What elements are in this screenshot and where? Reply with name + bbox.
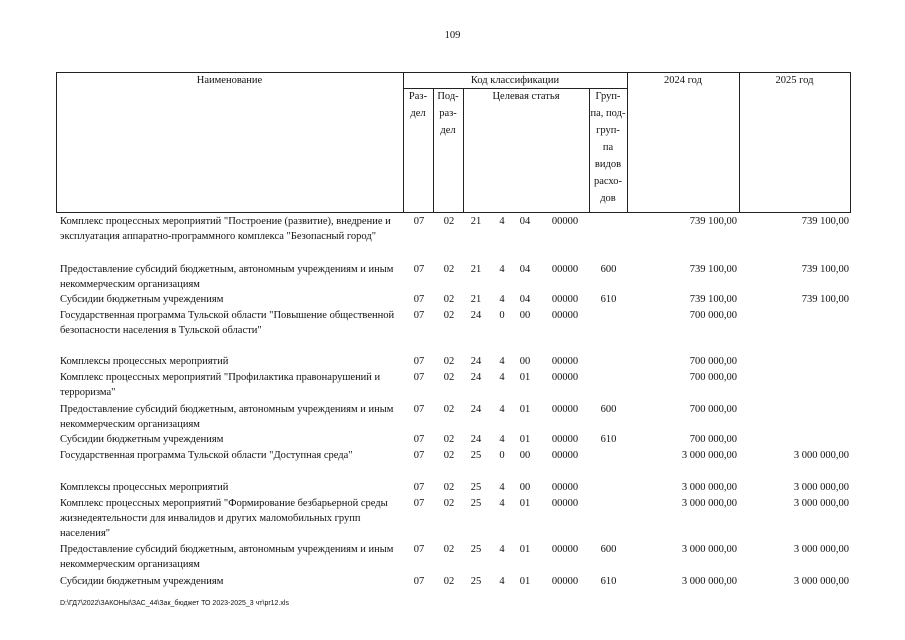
row-podrazdel: 02 xyxy=(443,356,455,367)
row-target-program: 24 xyxy=(470,404,482,415)
header-group: Груп- па, под- груп- па видов расхо- дов xyxy=(590,91,626,204)
row-target-type: 0 xyxy=(499,310,505,321)
header-podrazdel: Под- раз- дел xyxy=(437,91,459,136)
row-amount-2024: 3 000 000,00 xyxy=(681,450,737,461)
row-podrazdel: 02 xyxy=(443,434,455,445)
row-target-type: 4 xyxy=(499,356,505,367)
row-podrazdel: 02 xyxy=(443,576,455,587)
row-name: Предоставление субсидий бюджетным, автономным учреждениям и иным некоммерческим организациям xyxy=(60,404,394,430)
row-razdel: 07 xyxy=(413,372,425,383)
row-target-program: 25 xyxy=(470,576,482,587)
row-target-sub: 01 xyxy=(519,404,531,415)
row-razdel: 07 xyxy=(413,294,425,305)
file-path-footer: D:\ГД7\2022\ЗАКОНЫ\ЗАС_44\Зак_бюджет ТО 2023-2025_3 чт\pr12.xls xyxy=(60,600,289,607)
row-target-sub: 00 xyxy=(519,356,531,367)
row-target-sub: 00 xyxy=(519,450,531,461)
row-target-program: 24 xyxy=(470,356,482,367)
header-2025: 2025 год xyxy=(775,75,814,86)
row-razdel: 07 xyxy=(413,482,425,493)
row-podrazdel: 02 xyxy=(443,498,455,509)
row-amount-2025: 739 100,00 xyxy=(801,216,849,227)
row-razdel: 07 xyxy=(413,498,425,509)
row-group: 610 xyxy=(600,294,617,305)
row-razdel: 07 xyxy=(413,434,425,445)
row-target-direction: 00000 xyxy=(551,576,579,587)
row-podrazdel: 02 xyxy=(443,544,455,555)
row-name: Предоставление субсидий бюджетным, автономным учреждениям и иным некоммерческим организациям xyxy=(60,264,394,290)
row-target-direction: 00000 xyxy=(551,434,579,445)
row-target-direction: 00000 xyxy=(551,372,579,383)
row-target-program: 25 xyxy=(470,450,482,461)
row-name: Государственная программа Тульской области "Доступная среда" xyxy=(60,450,353,461)
row-name: Комплекс процессных мероприятий "Построение (развитие), внедрение и эксплуатация аппаратно-программного комплекса "Безопасный город" xyxy=(60,216,391,242)
row-group: 600 xyxy=(600,404,617,415)
row-target-sub: 01 xyxy=(519,372,531,383)
row-amount-2024: 3 000 000,00 xyxy=(681,482,737,493)
row-target-type: 4 xyxy=(499,294,505,305)
row-target-program: 25 xyxy=(470,498,482,509)
row-name: Комплекс процессных мероприятий "Профилактика правонарушений и терроризма" xyxy=(60,372,381,398)
row-target-sub: 01 xyxy=(519,544,531,555)
row-razdel: 07 xyxy=(413,450,425,461)
row-name: Субсидии бюджетным учреждениям xyxy=(60,294,224,305)
row-target-direction: 00000 xyxy=(551,216,579,227)
row-target-sub: 04 xyxy=(519,216,531,227)
row-target-program: 21 xyxy=(470,264,482,275)
row-amount-2024: 739 100,00 xyxy=(689,294,737,305)
row-target-sub: 04 xyxy=(519,294,531,305)
row-name: Предоставление субсидий бюджетным, автономным учреждениям и иным некоммерческим организациям xyxy=(60,544,394,570)
row-target-direction: 00000 xyxy=(551,356,579,367)
row-razdel: 07 xyxy=(413,356,425,367)
row-amount-2024: 700 000,00 xyxy=(689,310,737,321)
row-podrazdel: 02 xyxy=(443,450,455,461)
row-podrazdel: 02 xyxy=(443,372,455,383)
header-2024: 2024 год xyxy=(664,75,702,86)
row-target-direction: 00000 xyxy=(551,294,579,305)
row-group: 600 xyxy=(600,264,617,275)
row-amount-2025: 3 000 000,00 xyxy=(793,544,849,555)
row-target-sub: 00 xyxy=(519,482,531,493)
row-amount-2025: 3 000 000,00 xyxy=(793,482,849,493)
row-podrazdel: 02 xyxy=(443,216,455,227)
row-group: 600 xyxy=(600,544,617,555)
row-podrazdel: 02 xyxy=(443,482,455,493)
row-amount-2025: 3 000 000,00 xyxy=(793,450,849,461)
row-target-program: 24 xyxy=(470,310,482,321)
row-target-direction: 00000 xyxy=(551,404,579,415)
row-razdel: 07 xyxy=(413,576,425,587)
row-target-program: 21 xyxy=(470,216,482,227)
header-target: Целевая статья xyxy=(492,91,560,102)
row-amount-2025: 739 100,00 xyxy=(801,264,849,275)
row-amount-2024: 700 000,00 xyxy=(689,372,737,383)
row-target-type: 4 xyxy=(499,482,505,493)
row-target-direction: 00000 xyxy=(551,310,579,321)
row-razdel: 07 xyxy=(413,310,425,321)
row-amount-2024: 3 000 000,00 xyxy=(681,544,737,555)
row-podrazdel: 02 xyxy=(443,264,455,275)
row-amount-2024: 3 000 000,00 xyxy=(681,498,737,509)
row-target-direction: 00000 xyxy=(551,544,579,555)
row-amount-2024: 739 100,00 xyxy=(689,264,737,275)
row-target-program: 25 xyxy=(470,544,482,555)
row-target-type: 4 xyxy=(499,264,505,275)
row-target-program: 24 xyxy=(470,434,482,445)
row-target-direction: 00000 xyxy=(551,482,579,493)
row-target-sub: 04 xyxy=(519,264,531,275)
row-razdel: 07 xyxy=(413,216,425,227)
row-razdel: 07 xyxy=(413,264,425,275)
header-code: Код классификации xyxy=(470,75,560,86)
row-target-type: 4 xyxy=(499,216,505,227)
row-podrazdel: 02 xyxy=(443,294,455,305)
row-target-type: 4 xyxy=(499,498,505,509)
row-amount-2025: 3 000 000,00 xyxy=(793,498,849,509)
row-target-sub: 01 xyxy=(519,576,531,587)
row-name: Субсидии бюджетным учреждениям xyxy=(60,434,224,445)
header-name: Наименование xyxy=(196,75,263,86)
header-razdel: Раз- дел xyxy=(408,91,428,119)
row-target-type: 4 xyxy=(499,404,505,415)
row-name: Субсидии бюджетным учреждениям xyxy=(60,576,224,587)
row-amount-2024: 3 000 000,00 xyxy=(681,576,737,587)
row-amount-2024: 700 000,00 xyxy=(689,356,737,367)
row-target-direction: 00000 xyxy=(551,264,579,275)
row-target-type: 4 xyxy=(499,576,505,587)
row-razdel: 07 xyxy=(413,404,425,415)
row-target-sub: 01 xyxy=(519,498,531,509)
row-name: Государственная программа Тульской области "Повышение общественной безопасности населения в Тульской области" xyxy=(60,310,395,336)
page-number: 109 xyxy=(444,30,461,41)
row-target-sub: 01 xyxy=(519,434,531,445)
row-target-type: 4 xyxy=(499,372,505,383)
row-target-type: 4 xyxy=(499,434,505,445)
row-razdel: 07 xyxy=(413,544,425,555)
row-target-direction: 00000 xyxy=(551,498,579,509)
row-amount-2024: 700 000,00 xyxy=(689,434,737,445)
row-name: Комплекс процессных мероприятий "Формирование безбарьерной среды жизнедеятельности для инвалидов и других маломобильных групп населения" xyxy=(60,498,388,539)
row-target-program: 24 xyxy=(470,372,482,383)
row-amount-2025: 739 100,00 xyxy=(801,294,849,305)
row-target-program: 25 xyxy=(470,482,482,493)
row-amount-2024: 700 000,00 xyxy=(689,404,737,415)
row-target-direction: 00000 xyxy=(551,450,579,461)
row-target-program: 21 xyxy=(470,294,482,305)
row-amount-2025: 3 000 000,00 xyxy=(793,576,849,587)
row-group: 610 xyxy=(600,576,617,587)
row-podrazdel: 02 xyxy=(443,404,455,415)
row-podrazdel: 02 xyxy=(443,310,455,321)
row-target-sub: 00 xyxy=(519,310,531,321)
row-target-type: 0 xyxy=(499,450,505,461)
row-amount-2024: 739 100,00 xyxy=(689,216,737,227)
row-name: Комплексы процессных мероприятий xyxy=(60,356,229,367)
row-target-type: 4 xyxy=(499,544,505,555)
row-group: 610 xyxy=(600,434,617,445)
row-name: Комплексы процессных мероприятий xyxy=(60,482,229,493)
